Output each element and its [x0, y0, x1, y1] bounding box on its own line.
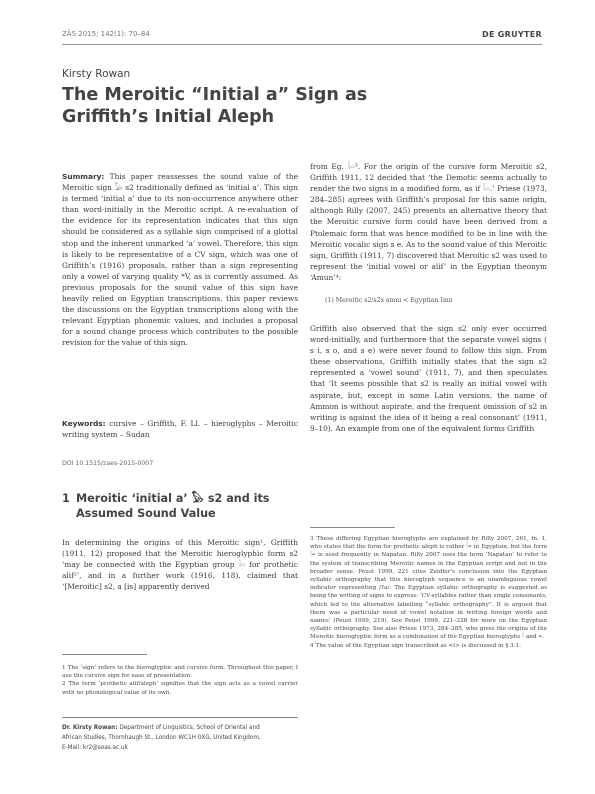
affiliation: [62, 723, 298, 754]
header-rule: [62, 44, 542, 45]
abstract-label: Summary:: [62, 172, 105, 181]
footnote-rule-right: [310, 527, 395, 528]
article-title: The Meroitic “Initial a” Sign as Griffith’s Initial Aleph: [62, 85, 368, 127]
keywords: [62, 418, 298, 440]
section-number: 1: [62, 492, 70, 505]
footnote-3: 3 These differing Egyptian hieroglyphs are explained by Rilly 2007, 261, fn. 1, who states that the form for prothetic aleph is rather 𓇋𓏏 in Egyptian, but the form 𓇋𓏏 is used frequently in Napatan. Rilly 2007 uses the term ‘Napatan’ to refer to the system of transcribing Meroitic names in the Egyptian script and not in the broader sense. Peust 1999, 221 cites Zeidler’s conclusion into the Egyptian syllabic orthography that this hieroglyph sequence is an unambiguous vowel indicator representing /ʔa/. The Egyptian syllabic orthography is suggested as being the writing of signs to express: ‘CV-syllables rather than single consonants, which led to the alternative labelling “syllabic orthography”. It is argued that there was a particular need of vowel notation in writing foreign words and names’ (Peust 1999, 219). See Peust 1999, 221–228 for more on the Egyptian syllabic orthography. See also Priese 1973, 284–285, who gives the origins of the Meroitic hieroglyphic form as a combination of the Egyptian hieroglyphs 𓇋 and 𓏏.: [310, 536, 547, 641]
body-right-text-2: Griffith also observed that the sign ꜱ2 only ever occurred word-initially, and furthermore that the separate vowel signs ( ꜱ i, ꜱ o, and ꜱ e) were never found to follow this sign. From these observations, Griffith initially states that the sign ꜱ2 represented a ‘vowel sound’ (1911, 7), and then speculates that ‘It seems possible that ꜱ2 is really an initial vowel with aspirate, but, except in some Latin versions, the name of Ammon is without aspirate, and the frequent omission of ꜱ2 in writing is against the idea of it being a real consonant’ (1911, 9–10). An example from one of the equivalent forms Griffith: [310, 324, 547, 433]
doi: DOI 10.1515/zaes-2015-0007: [62, 460, 154, 467]
affiliation-line2: African Studies, Thornhaugh St., London WC1H 0XG, United Kingdom,: [62, 735, 261, 742]
footnotes-left: [62, 664, 298, 697]
footnote-1: 1 The ‘sign’ refers to the hieroglyphic and cursive form. Throughout this paper, I use the cursive sign for ease of presentation.: [62, 665, 298, 680]
affiliation-rule: [62, 717, 298, 718]
footnote-2: 2 The term ‘prothetic alif/aleph’ signifies that the sign acts as a vowel carrier with no phonological value of its own.: [62, 681, 298, 696]
footnote-rule-left: [62, 654, 147, 655]
keywords-text: cursive – Griffith, F. Ll. – hieroglyphs – Meroitic writing system – Sudan: [62, 419, 298, 440]
journal-citation: ZÄS 2015; 142(1): 70–84: [62, 30, 150, 38]
author-name: Kirsty Rowan: [62, 68, 131, 80]
affiliation-email: E-Mail: kr2@soas.ac.uk: [62, 745, 128, 752]
example-1: (1) Meroitic ꜱ2/ꜱ2ꜱ amni < Egyptian Imn: [325, 297, 453, 304]
body-left: [62, 537, 298, 592]
affiliation-line1: Department of Linguistics, School of Oriental and: [117, 725, 260, 731]
footnote-4: 4 The value of the Egyptian sign transcribed as <i> is discussed in § 3.1.: [310, 642, 521, 649]
abstract-text: This paper reassesses the sound value of the Meroitic sign 𓅃 ꜱ2 traditionally defined as ‘initial a’. This sign is termed ‘initial a’ due to its non-occurrence anywhere other than word-initially in the Meroitic script. A re-evaluation of the evidence for its representation indicates that this sign should be considered as a syllable sign comprised of a glottal stop and the inherent unmarked ‘a’ vowel. Therefore, this sign is likely to be representative of a CV sign, which was one of Griffith’s (1916) proposals, rather than a sign representing only a vowel of varying quality *V, as is currently assumed. As previous proposals for the sound value of this sign have heavily relied on Egyptian transcriptions, this paper reviews the discussions on the Egyptian transcriptions along with the relevant Egyptian phonemic values, and includes a proposal for a sound change process which contributes to the possible revision for the value of this sign.: [62, 172, 298, 348]
body-right-2: [310, 323, 547, 434]
body-right-1: [310, 161, 547, 283]
publisher-logo: DE GRUYTER: [482, 30, 542, 39]
abstract: [62, 171, 298, 349]
footnotes-right: [310, 535, 547, 650]
body-right-text-1: from Eg. 𓇋𓏏³. For the origin of the cursive form Meroitic ꜱ2, Griffith 1911, 12 decided that ‘the Demotic seems actually to render the two signs in a modified form, as if 𓇋𓏏.’ Priese (1973, 284–285) agrees with Griffith’s proposal for this same origin, although Rilly (2007, 245) presents an alternative theory that the Meroitic cursive form could have been derived from a Ptolemaic form that was hence modified to be in line with the Meroitic vocalic sign ꜱ e. As to the sound value of this Meroitic sign, Griffith (1911, 7) discovered that Meroitic ꜱ2 was used to represent the ‘initial vowel or alif’ in the Egyptian theonym ‘Amun’⁴:: [310, 162, 547, 282]
keywords-label: Keywords:: [62, 419, 106, 428]
affiliation-name: Dr. Kirsty Rowan:: [62, 725, 118, 731]
body-left-text: In determining the origins of this Meroitic sign¹, Griffith (1911, 12) proposed that the Meroitic hieroglyphic form ꜱ2 ‘may be connected with the Egyptian group 𓇋𓏏 for prothetic alif²’, and in a further work (1916, 118), claimed that ‘[Meroitic] ꜱ2, a [is] apparently derived: [62, 538, 298, 592]
section-title: Meroitic ‘initial a’ 𓅃 ꜱ2 and its Assumed Sound Value: [76, 492, 270, 520]
